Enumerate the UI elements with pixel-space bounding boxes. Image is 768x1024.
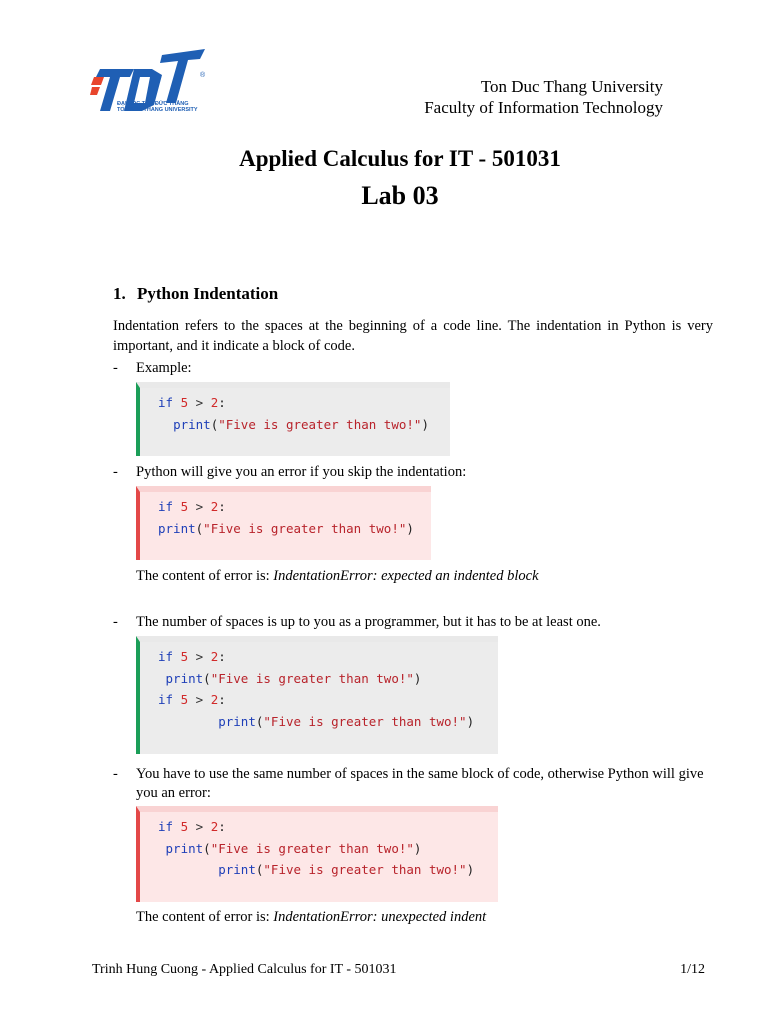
code-block-unexpected-indent-error — [136, 806, 498, 902]
bullet-text: Python will give you an error if you skip the indentation: — [136, 464, 467, 480]
bullet-dash: - — [113, 614, 118, 630]
footer-author-course: Trinh Hung Cuong - Applied Calculus for IT - 501031 — [92, 962, 397, 977]
code-line: if 5 > 2: — [158, 499, 226, 514]
bullet-dash: - — [113, 766, 118, 782]
error-message: IndentationError: unexpected indent — [273, 909, 487, 925]
code-line: if 5 > 2: — [158, 649, 226, 664]
bullet-number-of-spaces — [113, 613, 713, 633]
bullet-text: You have to use the same number of spaces in the same block of code, otherwise Python will give you an error: — [136, 766, 704, 801]
bullet-text: The number of spaces is up to you as a programmer, but it has to be at least one. — [136, 614, 601, 630]
bullet-example — [113, 359, 713, 379]
error-note-prefix: The content of error is: — [136, 568, 274, 584]
code-block-no-indent-error — [136, 486, 431, 560]
error-note-expected-indent — [136, 567, 539, 586]
code-lines — [158, 816, 474, 881]
logo-line-1: ĐẠI HỌC TÔN ĐỨC THẮNG — [117, 101, 189, 107]
registered-mark: ® — [200, 72, 206, 79]
code-line: print("Five is greater than two!") — [165, 670, 422, 686]
faculty-name: Faculty of Information Technology — [424, 98, 663, 117]
error-note-prefix: The content of error is: — [136, 909, 274, 925]
section-title: Python Indentation — [137, 284, 279, 303]
institution-header — [424, 76, 663, 118]
code-lines — [158, 496, 414, 539]
code-lines — [158, 646, 474, 732]
error-note-unexpected-indent — [136, 908, 486, 927]
bullet-dash: - — [113, 360, 118, 376]
logo-line-2: TON DUC THANG UNIVERSITY — [117, 107, 198, 113]
code-line: print("Five is greater than two!") — [173, 416, 429, 432]
bullet-text: Example: — [136, 360, 192, 376]
code-block-example — [136, 382, 450, 456]
university-name: Ton Duc Thang University — [480, 77, 663, 96]
lab-title: Lab 03 — [361, 181, 439, 210]
logo-caption — [117, 101, 198, 113]
code-line: print("Five is greater than two!") — [165, 840, 422, 856]
code-line: print("Five is greater than two!") — [158, 520, 414, 536]
section-number: 1. — [113, 284, 126, 303]
code-line: if 5 > 2: — [158, 395, 226, 410]
error-message: IndentationError: expected an indented block — [273, 568, 539, 584]
bullet-dash: - — [113, 464, 118, 480]
section-heading — [113, 284, 278, 304]
footer-page-number: 1/12 — [680, 962, 705, 977]
bullet-skip-indentation — [113, 463, 713, 483]
code-line: print("Five is greater than two!") — [218, 713, 475, 729]
bullet-same-number-of-spaces — [113, 765, 713, 805]
intro-paragraph: Indentation refers to the spaces at the beginning of a code line. The indentation in Python is very important, and it indicate a block of code. — [113, 318, 713, 354]
course-title: Applied Calculus for IT - 501031 — [239, 146, 561, 171]
code-line: if 5 > 2: — [158, 692, 226, 707]
code-block-spaces-example — [136, 636, 498, 754]
code-lines — [158, 392, 429, 435]
code-line: print("Five is greater than two!") — [218, 862, 475, 877]
code-line: if 5 > 2: — [158, 819, 226, 834]
